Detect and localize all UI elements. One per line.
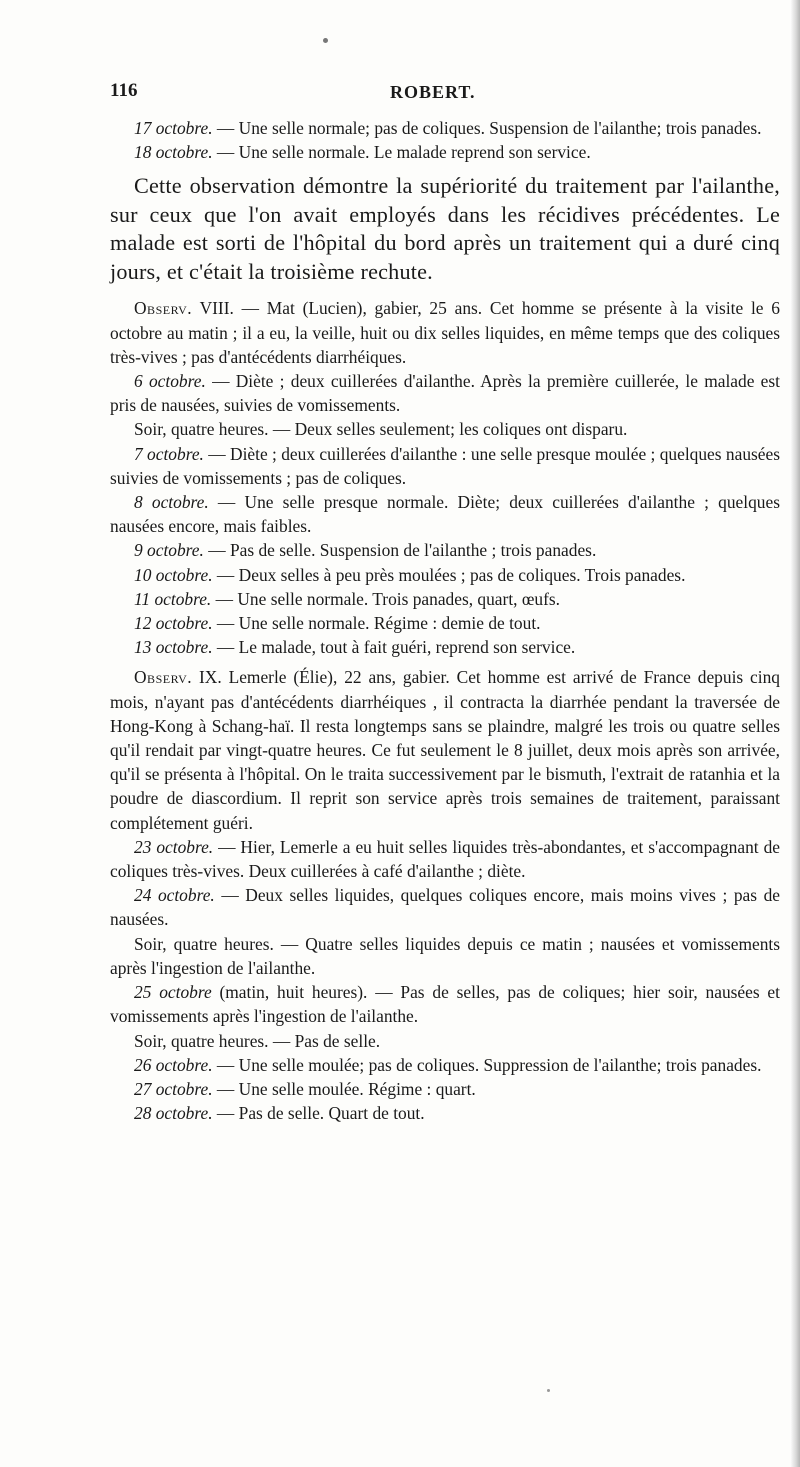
paragraph (110, 883, 780, 931)
entry-date: 26 octobre. (134, 1054, 213, 1075)
paragraph: Soir, quatre heures. — Quatre selles liquides depuis ce matin ; nausées et vomissements après l'ingestion de l'ailanthe. (110, 933, 780, 978)
entry-text: — Une selle moulée; pas de coliques. Suppression de l'ailanthe; trois panades. (212, 1054, 762, 1075)
paragraph (110, 116, 780, 140)
observation-heading-paragraph (110, 665, 780, 834)
entry-text: (matin, huit heures). — Pas de selles, pas de coliques; hier soir, nausées et vomissements après l'ingestion de l'ailanthe. (110, 982, 780, 1027)
paragraph: Soir, quatre heures. — Deux selles seulement; les coliques ont disparu. (134, 419, 628, 440)
entry-text: IX. Lemerle (Élie), 22 ans, gabier. Cet homme est arrivé de France depuis cinq mois, n'ayant pas d'antécédents diarrhéiques , il contracta la diarrhée pendant la traversée de Hong-Kong à Schang-haï. Il resta longtemps sans se plaindre, malgré les trois ou quatre selles qu'il rendait par vingt-quatre heures. Ce fut seulement le 8 juillet, deux mois après son arrivée, qu'il se présenta à l'hôpital. On le traita successivement par le bismuth, l'extrait de ratanhia et la poudre de diascordium. Il reprit son service après trois semaines de traitement, paraissant complétement guéri. (110, 667, 780, 833)
entry-date: 7 octobre. (134, 443, 204, 464)
entry-date: 13 octobre. (134, 637, 213, 658)
paragraph (110, 980, 780, 1028)
observation-heading-paragraph (110, 296, 780, 369)
paragraph (110, 369, 780, 417)
paragraph (110, 442, 780, 490)
entry-text: — Diète ; deux cuillerées d'ailanthe. Après la première cuillerée, le malade est pris de nausées, suivies de vomissements. (110, 371, 781, 416)
entry-text: — Une selle normale. Régime : demie de tout. (212, 613, 541, 634)
entry-text: — Deux selles à peu près moulées ; pas de coliques. Trois panades. (212, 564, 686, 585)
paragraph (110, 563, 780, 587)
paragraph (110, 835, 780, 883)
entry-date: 28 octobre. (134, 1103, 213, 1124)
paragraph (110, 1101, 780, 1125)
observation-label: Observ. (134, 298, 193, 319)
entry-date: 8 octobre. (134, 492, 209, 513)
entry-date: 6 octobre. (134, 371, 206, 392)
paragraph: Soir, quatre heures. — Pas de selle. (134, 1030, 381, 1051)
observation-label: Observ. (134, 667, 193, 688)
entry-text: VIII. — Mat (Lucien), gabier, 25 ans. Cet homme se présente à la visite le 6 octobre au matin ; il a eu, la veille, huit ou dix selles liquides, en même temps que des coliques très-vives ; pas d'antécédents diarrhéiques. (110, 298, 780, 367)
body-text (110, 116, 780, 1125)
paragraph (110, 140, 780, 164)
entry-date: 23 octobre. (134, 836, 214, 857)
ink-speck (323, 38, 328, 43)
entry-date: 10 octobre. (134, 564, 213, 585)
paragraph (110, 1053, 780, 1077)
entry-text: — Pas de selle. Suspension de l'ailanthe ; trois panades. (203, 540, 597, 561)
entry-text: — Le malade, tout à fait guéri, reprend son service. (212, 637, 576, 658)
paragraph (110, 587, 780, 611)
page-edge-shadow (790, 0, 800, 1467)
entry-date: 24 octobre. (134, 885, 215, 906)
paragraph (110, 1077, 780, 1101)
ink-speck (547, 1389, 550, 1392)
entry-date: 11 octobre. (134, 588, 212, 609)
conclusion-paragraph: Cette observation démontre la supériorité du traitement par l'ailanthe, sur ceux que l'on avait employés dans les récidives précédentes. Le malade est sorti de l'hôpital du bord après un traitement qui a duré cinq jours, et c'était la troisième rechute. (110, 173, 780, 284)
entry-text: — Une selle normale. Le malade reprend son service. (212, 142, 591, 163)
page-number: 116 (110, 80, 138, 101)
entry-date: 9 octobre. (134, 540, 204, 561)
running-head: ROBERT. (390, 82, 476, 102)
entry-date: 25 octobre (134, 982, 212, 1003)
paragraph (110, 611, 780, 635)
paragraph (110, 490, 780, 538)
entry-text: — Pas de selle. Quart de tout. (212, 1103, 425, 1124)
entry-date: 27 octobre. (134, 1078, 213, 1099)
entry-text: — Une selle presque normale. Diète; deux cuillerées d'ailanthe ; quelques nausées encore, mais faibles. (110, 492, 780, 537)
page-header (110, 80, 770, 106)
entry-text: — Une selle normale. Trois panades, quart, œufs. (211, 588, 561, 609)
entry-date: 12 octobre. (134, 613, 213, 634)
entry-text: — Hier, Lemerle a eu huit selles liquides très-abondantes, et s'accompagnant de coliques très-vives. Deux cuillerées à café d'ailanthe ; diète. (110, 836, 780, 882)
entry-date: 17 octobre. (134, 118, 213, 138)
entry-text: — Une selle moulée. Régime : quart. (212, 1078, 476, 1099)
paragraph (110, 538, 780, 562)
entry-text: — Deux selles liquides, quelques coliques encore, mais moins vives ; pas de nausées. (110, 885, 780, 930)
entry-text: — Une selle normale; pas de coliques. Suspension de l'ailanthe; trois panades. (212, 118, 762, 138)
entry-date: 18 octobre. (134, 142, 213, 163)
paragraph (110, 635, 780, 659)
entry-text: — Diète ; deux cuillerées d'ailanthe : une selle presque moulée ; quelques nausées suivies de vomissements ; pas de coliques. (110, 443, 780, 488)
